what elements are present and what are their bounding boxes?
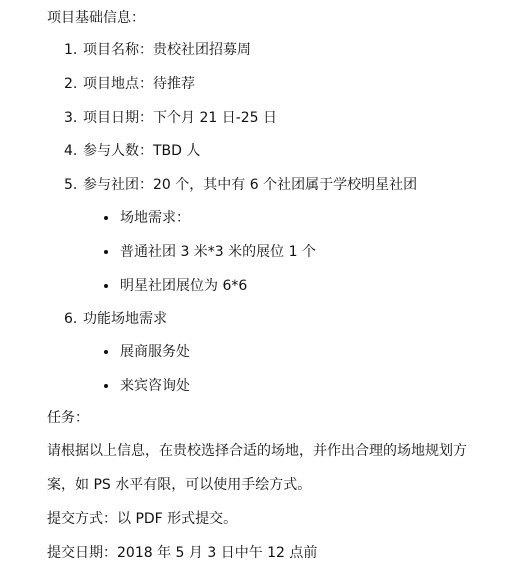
list-number: 3. xyxy=(64,110,78,126)
list-item-clubs: 参与社团：20 个，其中有 6 个社团属于学校明星社团 xyxy=(83,177,418,193)
bullet-dot xyxy=(104,350,108,354)
bullet-dot xyxy=(104,216,108,220)
sub-item-venue-requirement: 场地需求： xyxy=(120,210,190,226)
sub-item-exhibitor-service: 展商服务处 xyxy=(120,344,190,360)
list-item-functional-areas: 功能场地需求 xyxy=(83,311,167,327)
list-number: 2. xyxy=(64,76,78,92)
sub-item-visitor-inquiry: 来宾咨询处 xyxy=(120,378,190,394)
list-item-project-location: 项目地点：待推荐 xyxy=(83,76,195,92)
bullet-dot xyxy=(104,384,108,388)
submission-method: 提交方式：以 PDF 形式提交。 xyxy=(47,511,238,527)
sub-item-regular-booth: 普通社团 3 米*3 米的展位 1 个 xyxy=(120,244,316,260)
list-number: 6. xyxy=(64,311,78,327)
list-number: 1. xyxy=(64,42,78,58)
bullet-dot xyxy=(104,284,108,288)
task-heading: 任务： xyxy=(47,410,89,426)
list-item-project-date: 项目日期：下个月 21 日-25 日 xyxy=(83,110,278,126)
sub-item-star-booth: 明星社团展位为 6*6 xyxy=(120,278,248,294)
list-item-project-name: 项目名称：贵校社团招募周 xyxy=(83,42,251,58)
task-description-line-2: 案，如 PS 水平有限，可以使用手绘方式。 xyxy=(47,477,312,493)
list-number: 5. xyxy=(64,177,78,193)
bullet-dot xyxy=(104,250,108,254)
task-description-line-1: 请根据以上信息，在贵校选择合适的场地，并作出合理的场地规划方 xyxy=(47,443,467,459)
list-item-participants: 参与人数：TBD 人 xyxy=(83,143,201,159)
list-number: 4. xyxy=(64,143,78,159)
section-heading: 项目基础信息： xyxy=(47,10,145,26)
submission-date: 提交日期：2018 年 5 月 3 日中午 12 点前 xyxy=(47,545,318,561)
